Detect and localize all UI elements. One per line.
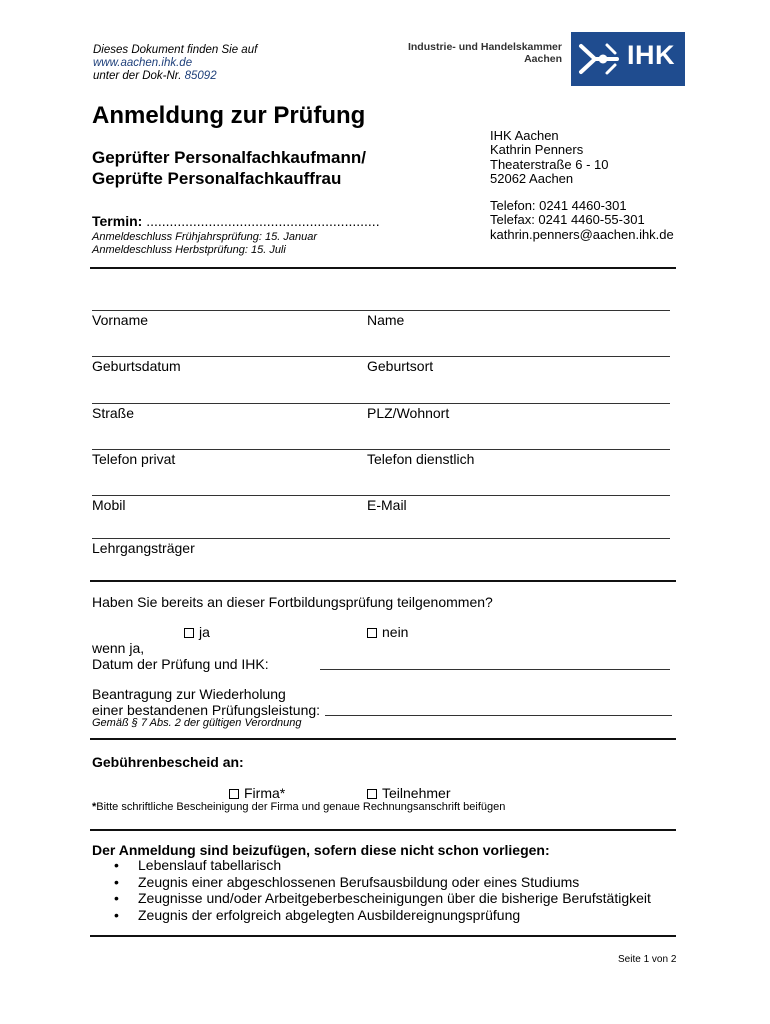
field-label-email: E-Mail <box>367 497 407 513</box>
termin-line <box>92 213 380 229</box>
field-line-vorname-name[interactable] <box>92 310 670 311</box>
list-item: • Zeugnis der erfolgreich abgelegten Ausbildereignungsprüfung <box>114 907 651 924</box>
repeat-field[interactable] <box>325 715 672 716</box>
attachments-heading: Der Anmeldung sind beizufügen, sofern diese nicht schon vorliegen: <box>92 842 550 858</box>
if-yes-label: wenn ja, <box>92 640 145 656</box>
checkbox-firma[interactable] <box>229 789 239 799</box>
contact-details <box>490 199 674 242</box>
option-firma[interactable]: Firma* <box>229 785 285 801</box>
prior-question: Haben Sie bereits an dieser Fortbildungsprüfung teilgenommen? <box>92 594 493 610</box>
date-ihk-field[interactable] <box>320 669 670 670</box>
termin-label: Termin: <box>92 213 143 229</box>
field-label-telefon-privat: Telefon privat <box>92 451 176 467</box>
option-teilnehmer[interactable]: Teilnehmer <box>367 785 450 801</box>
find-doc-text: Dieses Dokument finden Sie auf <box>93 44 258 56</box>
field-line-lehrgangstraeger[interactable] <box>92 538 670 539</box>
field-line-address[interactable] <box>92 403 670 404</box>
deadline-autumn: Anmeldeschluss Herbstprüfung: 15. Juli <box>92 244 286 256</box>
field-label-plz-wohnort: PLZ/Wohnort <box>367 405 450 421</box>
contact-email[interactable]: kathrin.penners@aachen.ihk.de <box>490 226 674 242</box>
page-title: Anmeldung zur Prüfung <box>92 102 366 129</box>
ihk-emblem-icon <box>575 32 625 86</box>
field-label-mobil: Mobil <box>92 497 126 513</box>
option-nein[interactable]: nein <box>367 624 408 640</box>
contact-address <box>490 129 609 187</box>
field-line-mobil-email[interactable] <box>92 495 670 496</box>
section-divider-attachments <box>90 935 676 937</box>
contact-street: Theaterstraße 6 - 10 <box>490 156 609 172</box>
ihk-logo-mark: IHK <box>627 40 675 70</box>
document-source-note <box>93 44 257 83</box>
field-label-geburtsort: Geburtsort <box>367 358 434 374</box>
deadlines <box>92 231 317 257</box>
regulation-note: Gemäß § 7 Abs. 2 der gültigen Verordnung <box>92 717 302 729</box>
section-divider-fees <box>90 829 676 831</box>
field-label-telefon-dienstlich: Telefon dienstlich <box>367 451 475 467</box>
checkbox-teilnehmer[interactable] <box>367 789 377 799</box>
title-block <box>92 102 365 130</box>
list-item: • Zeugnisse und/oder Arbeitgeberbescheinigungen über die bisherige Berufstätigkeit <box>114 890 651 907</box>
field-line-geburt[interactable] <box>92 356 670 357</box>
checkbox-nein[interactable] <box>367 628 377 638</box>
ihk-logo <box>571 32 685 86</box>
dok-nr-line: unter der Dok-Nr. 85092 <box>93 70 217 82</box>
field-label-vorname: Vorname <box>92 312 149 328</box>
field-label-geburtsdatum: Geburtsdatum <box>92 358 181 374</box>
contact-org: IHK Aachen <box>490 128 559 143</box>
contact-fax: Telefax: 0241 4460-55-301 <box>490 212 645 228</box>
fees-heading: Gebührenbescheid an: <box>92 754 244 770</box>
deadline-spring: Anmeldeschluss Frühjahrsprüfung: 15. Januar <box>92 231 318 243</box>
footnote-marker: * <box>92 801 97 813</box>
field-label-name: Name <box>367 312 405 328</box>
contact-phone: Telefon: 0241 4460-301 <box>490 198 627 213</box>
header-divider <box>90 267 676 269</box>
attachments-list <box>114 857 651 923</box>
section-divider-prior <box>90 738 676 740</box>
list-item: • Lebenslauf tabellarisch <box>114 857 651 874</box>
section-divider-personal <box>90 580 676 582</box>
subtitle: Geprüfter Personalfachkaufmann/ Geprüfte Personalfachkauffrau <box>92 148 366 188</box>
repeat-label-1: Beantragung zur Wiederholung <box>92 686 286 702</box>
field-label-lehrgangstraeger: Lehrgangsträger <box>92 540 195 556</box>
fees-footnote: *Bitte schriftliche Bescheinigung der Firma und genaue Rechnungsanschrift beifügen <box>92 801 506 813</box>
page-number: Seite 1 von 2 <box>618 954 677 965</box>
field-label-strasse: Straße <box>92 405 135 421</box>
list-item: • Zeugnis einer abgeschlossenen Berufsausbildung oder eines Studiums <box>114 874 651 891</box>
dok-nr: 85092 <box>184 70 217 82</box>
termin-field[interactable]: ............................................................ <box>146 213 380 229</box>
field-line-telefon[interactable] <box>92 449 670 450</box>
ihk-logo-text: Industrie- und Handelskammer Aachen <box>407 41 562 65</box>
contact-city: 52062 Aachen <box>490 171 574 187</box>
source-url[interactable]: www.aachen.ihk.de <box>93 57 193 69</box>
option-ja[interactable]: ja <box>184 624 210 640</box>
repeat-label-2: einer bestandenen Prüfungsleistung: <box>92 702 321 718</box>
date-ihk-label: Datum der Prüfung und IHK: <box>92 656 269 672</box>
contact-name: Kathrin Penners <box>490 142 584 158</box>
checkbox-ja[interactable] <box>184 628 194 638</box>
